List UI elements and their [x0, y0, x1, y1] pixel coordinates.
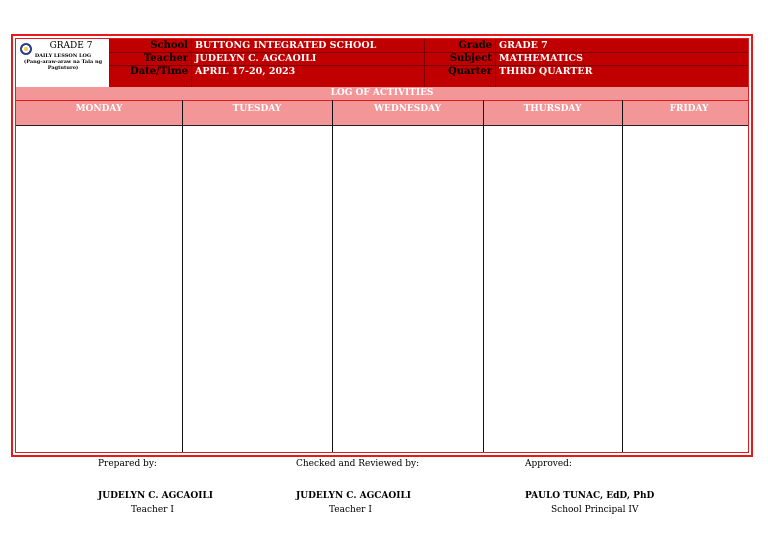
checked-name: JUDELYN C. AGCAOILI [296, 491, 411, 501]
quarter-value: THIRD QUARTER [495, 65, 745, 87]
header-row-school [110, 39, 748, 53]
column-divider [332, 100, 333, 452]
checked-label: Checked and Reviewed by: [296, 459, 420, 469]
prepared-name: JUDELYN C. AGCAOILI [98, 491, 213, 501]
day-thursday: THURSDAY [523, 104, 582, 114]
day-friday: FRIDAY [669, 104, 709, 114]
approved-label: Approved: [525, 459, 572, 469]
approved-name: PAULO TUNAC, EdD, PhD [525, 491, 655, 501]
day-wednesday: WEDNESDAY [373, 104, 442, 114]
doc-type-sub: (Pang-araw-araw na Tala ng Pagtuturo) [23, 59, 103, 71]
quarter-label: Quarter [424, 65, 495, 87]
column-divider [622, 100, 623, 452]
teacher-value: JUDELYN C. AGCAOILI [191, 52, 424, 65]
header-info [110, 39, 748, 87]
header-block [16, 39, 748, 87]
prepared-role: Teacher I [131, 505, 174, 515]
checked-role: Teacher I [329, 505, 372, 515]
lesson-log-inner [15, 38, 749, 453]
grade-value: GRADE 7 [495, 39, 745, 52]
logo-cell [16, 39, 110, 87]
grade-title: GRADE 7 [49, 41, 93, 51]
approved-role: School Principal IV [551, 505, 639, 515]
day-columns [16, 100, 748, 452]
column-divider [182, 100, 183, 452]
lesson-log-table [11, 34, 753, 457]
day-tuesday: TUESDAY [232, 104, 282, 114]
header-row-teacher [110, 52, 748, 66]
subject-label: Subject [424, 52, 495, 65]
column-divider [483, 100, 484, 452]
doc-type: DAILY LESSON LOG [34, 53, 92, 59]
prepared-label: Prepared by: [98, 459, 157, 469]
header-row-date [110, 65, 748, 87]
day-monday: MONDAY [75, 104, 123, 114]
date-label: Date/Time [130, 66, 188, 77]
school-value: BUTTONG INTEGRATED SCHOOL [191, 39, 424, 52]
grade-label: Grade [424, 39, 495, 52]
school-label: School [150, 40, 188, 51]
subject-value: MATHEMATICS [495, 52, 745, 65]
teacher-label: Teacher [143, 53, 188, 64]
log-title: LOG OF ACTIVITIES [16, 87, 748, 100]
date-value: APRIL 17-20, 2023 [191, 65, 424, 87]
